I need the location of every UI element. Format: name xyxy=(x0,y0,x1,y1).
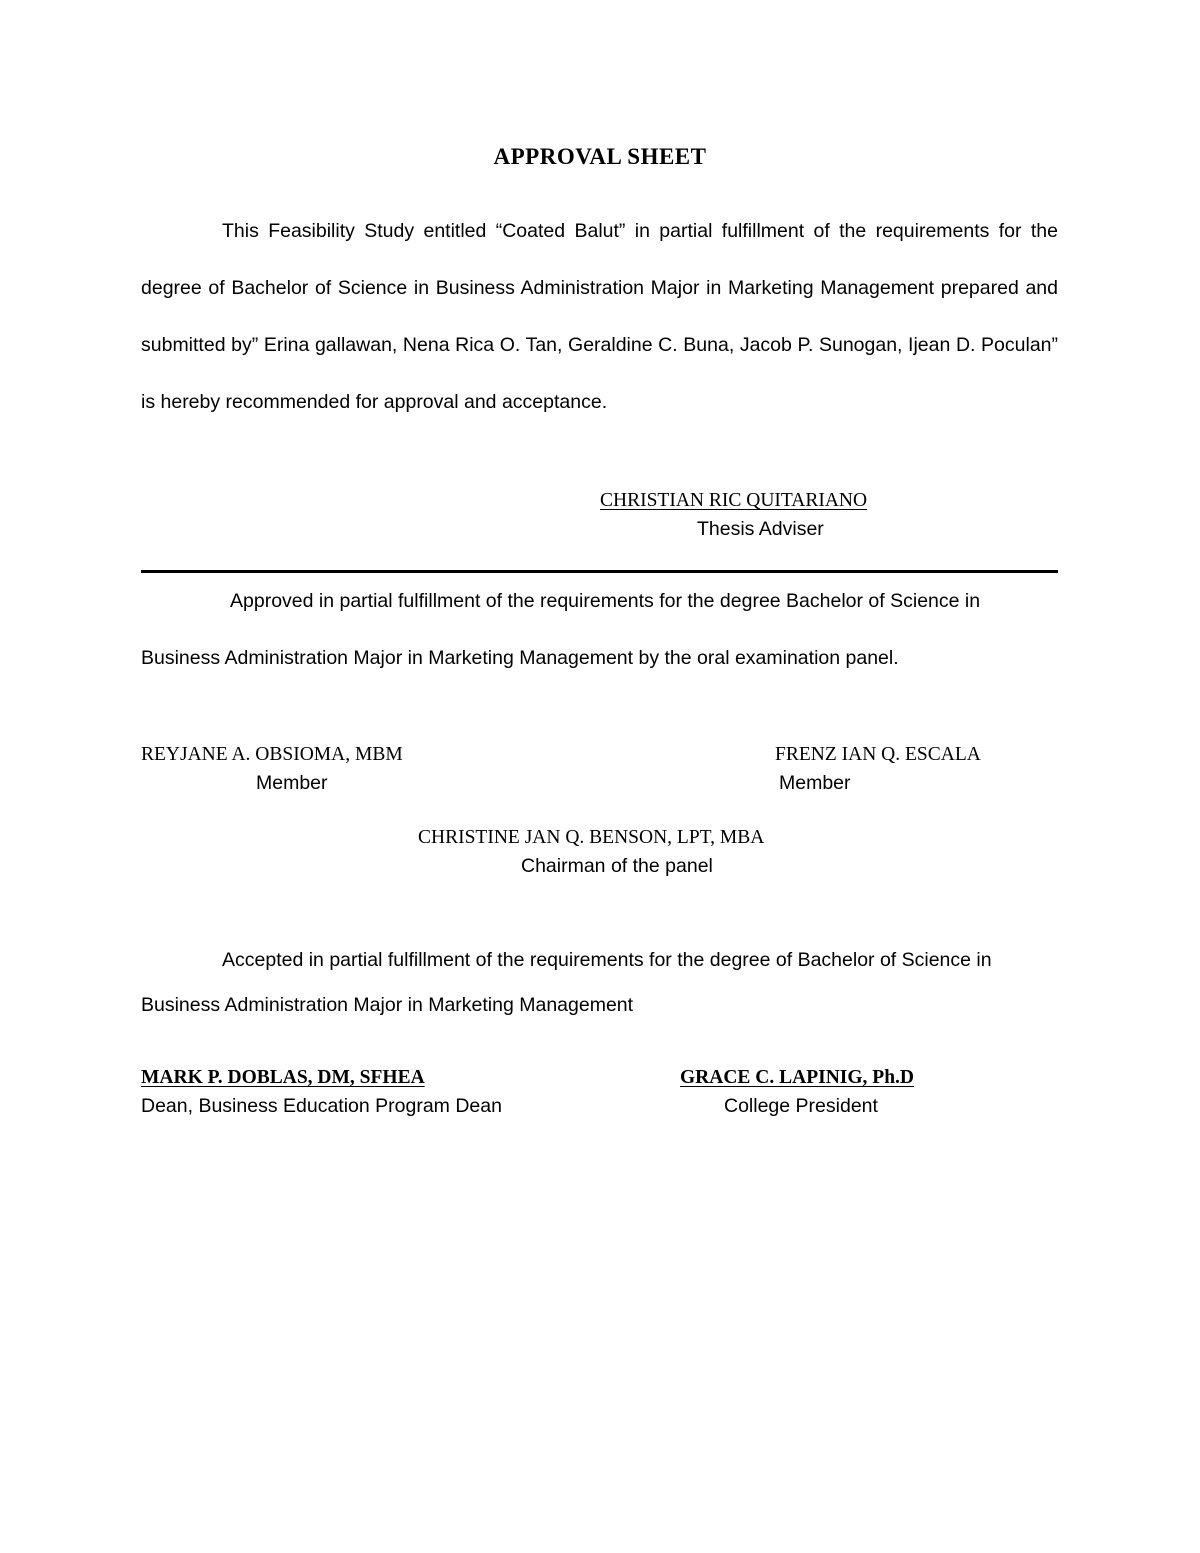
document-title: APPROVAL SHEET xyxy=(493,144,707,169)
panel-chairman-role: Chairman of the panel xyxy=(521,855,713,877)
approval-paragraph: Approved in partial fulfillment of the requirements for the degree Bachelor of Science in Business Administration Major in Marketing Management by the oral examination panel. xyxy=(141,590,981,669)
panel-member1-role: Member xyxy=(256,772,328,794)
intro-paragraph: This Feasibility Study entitled “Coated Balut” in partial fulfillment of the requirements for the degree of Bachelor of Science in Business Administration Major in Marketing Management prepared and submitted by” Erina gallawan, Nena Rica O. Tan, Geraldine C. Buna, Jacob P. Sunogan, Ijean D. Poculan” is hereby recommended for approval and acceptance. xyxy=(141,220,1058,413)
acceptance-paragraph: Accepted in partial fulfillment of the requirements for the degree of Bachelor of Science in Business Administration Major in Marketing Management xyxy=(141,949,992,1016)
panel-member1-name: REYJANE A. OBSIOMA, MBM xyxy=(141,744,403,765)
president-name: GRACE C. LAPINIG, Ph.D xyxy=(680,1067,915,1088)
panel-member2-name: FRENZ IAN Q. ESCALA xyxy=(775,744,981,765)
adviser-name: CHRISTIAN RIC QUITARIANO xyxy=(600,490,868,511)
panel-member2-role: Member xyxy=(779,772,851,794)
adviser-role: Thesis Adviser xyxy=(697,518,824,540)
dean-role: Dean, Business Education Program Dean xyxy=(141,1095,502,1117)
panel-chairman-name: CHRISTINE JAN Q. BENSON, LPT, MBA xyxy=(418,827,765,848)
president-role: College President xyxy=(724,1095,878,1117)
dean-name: MARK P. DOBLAS, DM, SFHEA xyxy=(141,1067,425,1088)
